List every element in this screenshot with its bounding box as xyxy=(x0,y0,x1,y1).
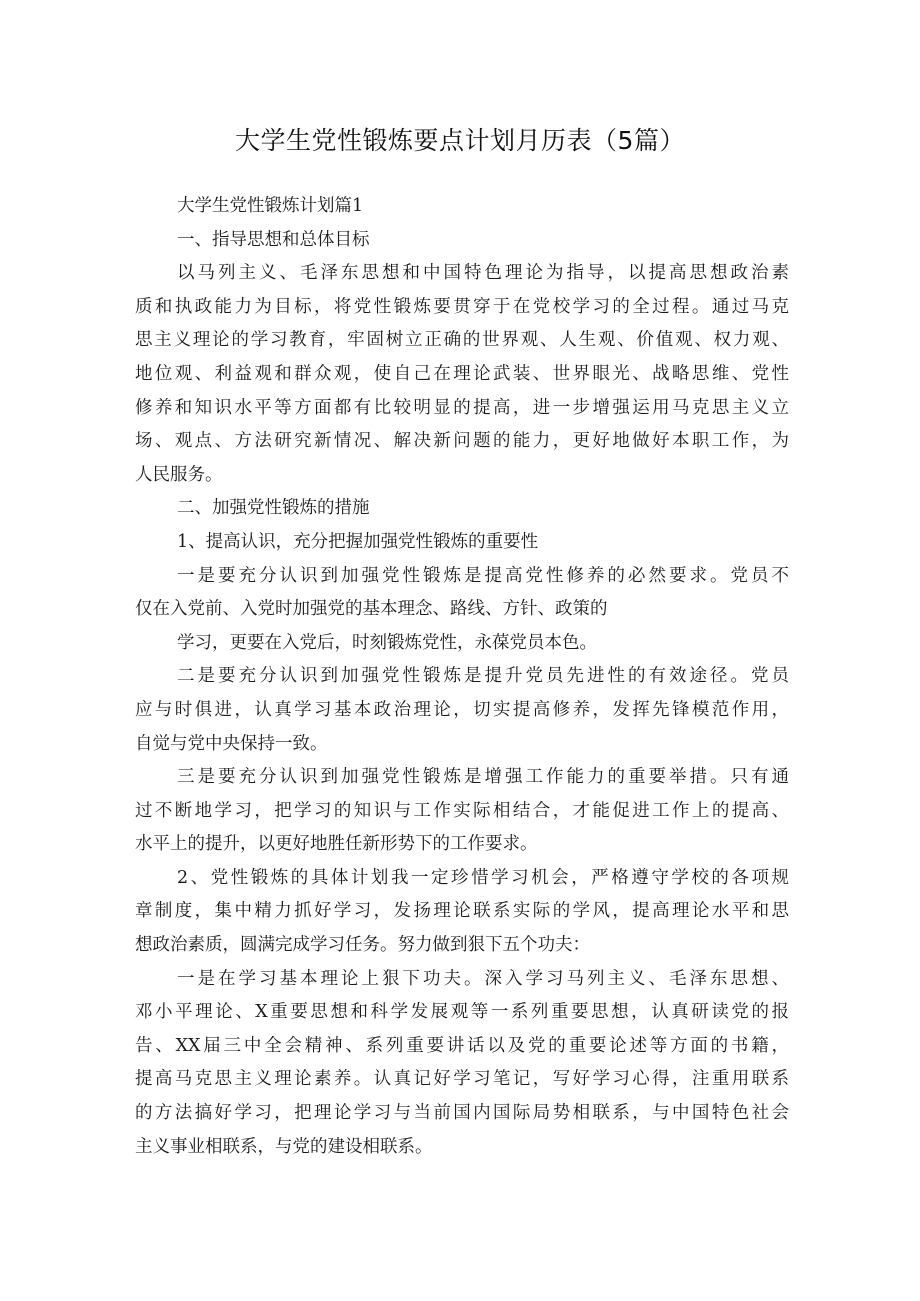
body-text-line: 过不断地学习，把学习的知识与工作实际相结合，才能促进工作上的提高、 xyxy=(135,800,789,821)
body-text-line: 学习，更要在入党后，时刻锻炼党性，永葆党员本色。 xyxy=(177,632,597,653)
body-text-line: 场、观点、方法研究新情况、解决新问题的能力，更好地做好本职工作，为 xyxy=(135,431,789,452)
body-text-line: 大学生党性锻炼计划篇1 xyxy=(177,196,364,216)
body-text-line: 思主义理论的学习教育，牢固树立正确的世界观、人生观、价值观、权力观、 xyxy=(135,330,789,351)
body-text-line: 修养和知识水平等方面都有比较明显的提高，进一步增强运用马克思主义立 xyxy=(135,397,789,418)
body-text-line: 仅在入党前、入党时加强党的基本理念、路线、方针、政策的 xyxy=(135,599,608,620)
body-text-line: 地位观、利益观和群众观，使自己在理论武装、世界眼光、战略思维、党性 xyxy=(135,363,789,384)
body-text-line: 人民服务。 xyxy=(135,464,223,485)
body-text-line: 以马列主义、毛泽东思想和中国特色理论为指导，以提高思想政治素 xyxy=(177,263,789,284)
body-text-line: 的方法搞好学习，把理论学习与当前国内国际局势相联系，与中国特色社会 xyxy=(135,1103,789,1124)
body-text-line: 二、加强党性锻炼的措施 xyxy=(177,498,370,519)
body-text-line: 水平上的提升，以更好地胜任新形势下的工作要求。 xyxy=(135,834,538,855)
body-text-line: 告、XX届三中全会精神、系列重要讲话以及党的重要论述等方面的书籍， xyxy=(135,1035,789,1056)
body-text-line: 主义事业相联系，与党的建设相联系。 xyxy=(135,1136,433,1157)
body-text-line: 二是要充分认识到加强党性锻炼是提升党员先进性的有效途径。党员 xyxy=(177,666,789,687)
body-text-line: 一是在学习基本理论上狠下功夫。深入学习马列主义、毛泽东思想、 xyxy=(177,968,789,989)
body-text-line: 1、提高认识，充分把握加强党性锻炼的重要性 xyxy=(177,531,539,552)
body-text-line: 想政治素质，圆满完成学习任务。努力做到狠下五个功夫： xyxy=(135,935,590,956)
document-body xyxy=(135,190,789,1164)
body-text-line: 2、党性锻炼的具体计划我一定珍惜学习机会，严格遵守学校的各项规 xyxy=(177,867,789,888)
body-text-line: 邓小平理论、X重要思想和科学发展观等一系列重要思想，认真研读党的报 xyxy=(135,1002,789,1023)
body-text-line: 三是要充分认识到加强党性锻炼是增强工作能力的重要举措。只有通 xyxy=(177,767,789,788)
body-text-line: 自觉与党中央保持一致。 xyxy=(135,733,328,754)
body-text-line: 提高马克思主义理论素养。认真记好学习笔记，写好学习心得，注重用联系 xyxy=(135,1069,789,1090)
body-text-line: 应与时俱进，认真学习基本政治理论，切实提高修养，发挥先锋模范作用， xyxy=(135,699,789,720)
body-text-line: 章制度，集中精力抓好学习，发扬理论联系实际的学风，提高理论水平和思 xyxy=(135,901,789,922)
body-text-line: 一是要充分认识到加强党性锻炼是提高党性修养的必然要求。党员不 xyxy=(177,565,789,586)
document-title: 大学生党性锻炼要点计划月历表（5篇） xyxy=(235,126,685,155)
body-text-line: 质和执政能力为目标，将党性锻炼要贯穿于在党校学习的全过程。通过马克 xyxy=(135,296,789,317)
body-text-line: 一、指导思想和总体目标 xyxy=(177,229,370,250)
